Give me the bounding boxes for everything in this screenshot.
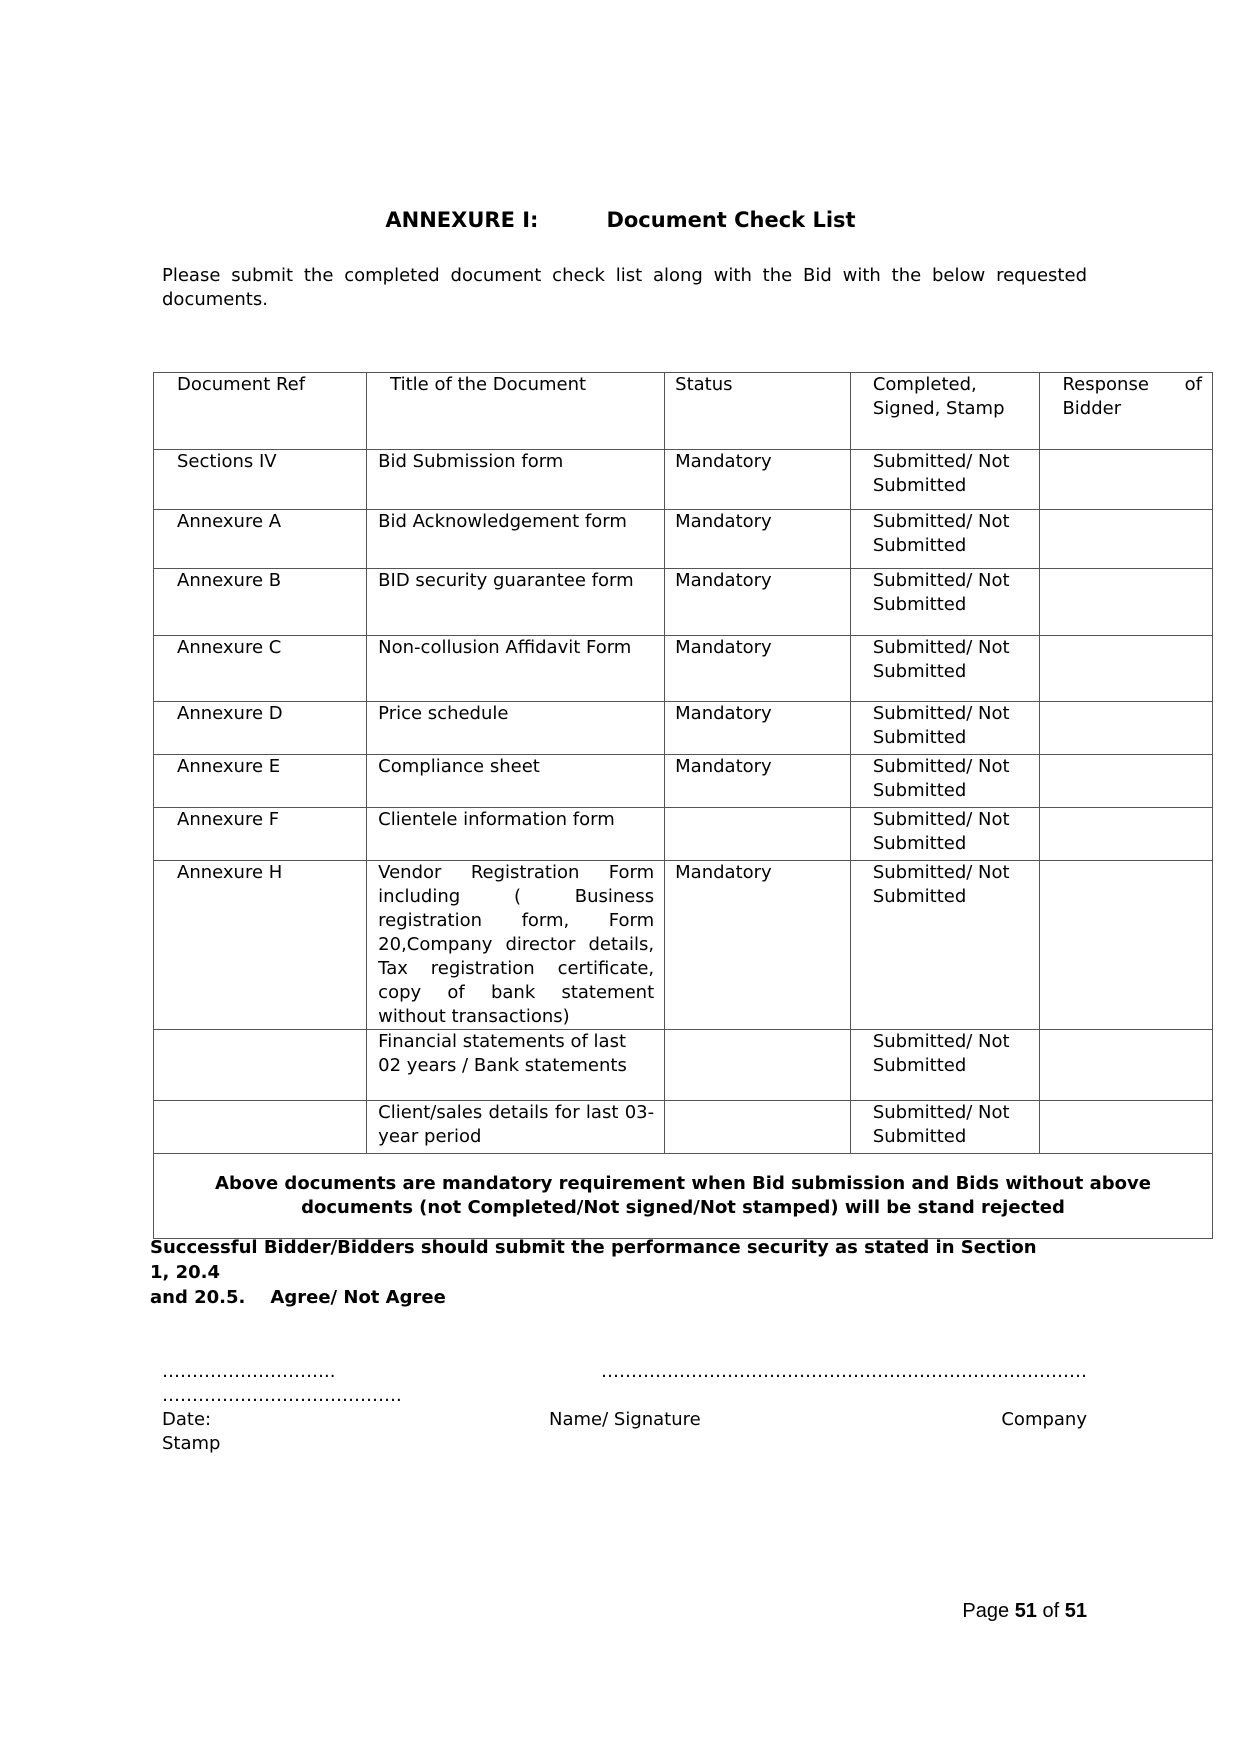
page-number-footer [0,1600,1087,1623]
table-row [154,1101,1213,1154]
performance-line-1: Successful Bidder/Bidders should submit the performance security as stated in Section 1, 20.4 [150,1237,1037,1283]
cell-response[interactable] [1040,510,1213,569]
cell-ref: Annexure B [154,569,367,636]
table-note-row [154,1154,1213,1239]
cell-title: BID security guarantee form [367,569,665,636]
intro-paragraph: Please submit the completed document check list along with the Bid with the below requested documents. [162,265,1087,310]
cell-title: Compliance sheet [367,755,665,808]
cell-title: Financial statements of last 02 years / Bank statements [367,1030,665,1101]
cell-status: Mandatory [665,755,851,808]
page-title [0,208,1241,232]
header-status: Status [665,373,851,450]
header-completed: Completed, Signed, Stamp [850,373,1040,450]
cell-status: Mandatory [665,636,851,702]
cell-title: Non-collusion Affidavit Form [367,636,665,702]
total-pages: 51 [1064,1600,1087,1622]
current-page: 51 [1014,1600,1037,1622]
cell-title: Bid Submission form [367,450,665,510]
cell-response[interactable] [1040,755,1213,808]
cell-ref: Annexure C [154,636,367,702]
cell-completed: Submitted/ Not Submitted [850,636,1040,702]
cell-response[interactable] [1040,861,1213,1030]
cell-title: Bid Acknowledgement form [367,510,665,569]
table-row [154,569,1213,636]
cell-ref: Sections IV [154,450,367,510]
cell-ref [154,1101,367,1154]
of-word: of [1042,1600,1060,1622]
table-row [154,808,1213,861]
cell-status: Mandatory [665,702,851,755]
title-text: Document Check List [606,208,856,232]
date-label: Date: [162,1409,212,1430]
cell-completed: Submitted/ Not Submitted [850,510,1040,569]
cell-title: Client/sales details for last 03-year period [367,1101,665,1154]
cell-ref: Annexure A [154,510,367,569]
cell-status: Mandatory [665,861,851,1030]
header-document-ref: Document Ref [154,373,367,450]
cell-response[interactable] [1040,808,1213,861]
cell-ref: Annexure E [154,755,367,808]
cell-ref: Annexure F [154,808,367,861]
table-row [154,510,1213,569]
cell-ref: Annexure H [154,861,367,1030]
table-row [154,450,1213,510]
table-row [154,861,1213,1030]
cell-status [665,1101,851,1154]
cell-completed: Submitted/ Not Submitted [850,1101,1040,1154]
cell-completed: Submitted/ Not Submitted [850,861,1040,1030]
cell-response[interactable] [1040,1030,1213,1101]
cell-title: Vendor Registration Form including ( Business registration form, Form 20,Company director details, Tax registration certificate, copy of bank statement without transactions) [367,861,665,1030]
cell-completed: Submitted/ Not Submitted [850,450,1040,510]
title-prefix: ANNEXURE I: [385,208,539,232]
date-dotted-line[interactable]: ……………………….. [162,1361,336,1382]
cell-completed: Submitted/ Not Submitted [850,808,1040,861]
cell-status: Mandatory [665,569,851,636]
table-row [154,1030,1213,1101]
cell-completed: Submitted/ Not Submitted [850,569,1040,636]
cell-response[interactable] [1040,1101,1213,1154]
stamp-label: Stamp [162,1433,221,1454]
cell-response[interactable] [1040,569,1213,636]
cell-response[interactable] [1040,636,1213,702]
table-header-row [154,373,1213,450]
performance-security-statement [150,1235,1050,1310]
cell-status: Mandatory [665,510,851,569]
cell-title: Price schedule [367,702,665,755]
name-signature-label: Name/ Signature [549,1409,701,1430]
signature-dotted-line[interactable]: ……………………………………………………………………… [601,1361,1087,1382]
mandatory-note: Above documents are mandatory requirement when Bid submission and Bids without above documents (not Completed/Not signed/Not stamped) will be stand rejected [154,1154,1213,1239]
cell-completed: Submitted/ Not Submitted [850,755,1040,808]
cell-completed: Submitted/ Not Submitted [850,1030,1040,1101]
table-row [154,702,1213,755]
cell-completed: Submitted/ Not Submitted [850,702,1040,755]
cell-status [665,808,851,861]
signature-block [162,1360,1087,1456]
cell-status [665,1030,851,1101]
page-word: Page [962,1600,1010,1622]
table-row [154,755,1213,808]
cell-ref [154,1030,367,1101]
performance-line-2: and 20.5. Agree/ Not Agree [150,1287,446,1308]
cell-response[interactable] [1040,450,1213,510]
cell-response[interactable] [1040,702,1213,755]
stamp-dotted-line[interactable]: …………………………………. [162,1385,402,1406]
cell-title: Clientele information form [367,808,665,861]
header-title: Title of the Document [367,373,665,450]
header-response: Response of Bidder [1040,373,1213,450]
cell-status: Mandatory [665,450,851,510]
document-checklist-table [153,372,1213,1239]
cell-ref: Annexure D [154,702,367,755]
company-label: Company [1001,1409,1087,1430]
table-row [154,636,1213,702]
